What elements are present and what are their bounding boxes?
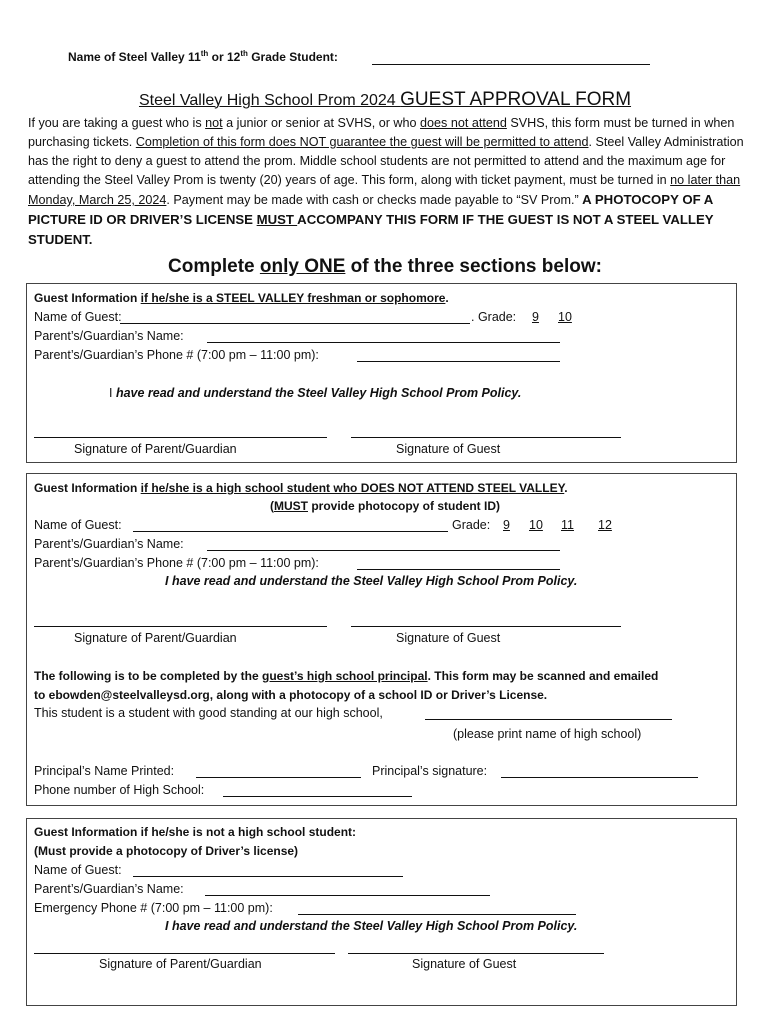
s2-guest-signature-field[interactable] bbox=[351, 626, 621, 627]
principal-signature-field[interactable] bbox=[501, 777, 698, 778]
s2-parent-label: Parent’s/Guardian’s Name: bbox=[34, 537, 184, 551]
s3-parent-signature-field[interactable] bbox=[34, 953, 335, 954]
s1-guest-signature-field[interactable] bbox=[351, 437, 621, 438]
principal-instructions: The following is to be completed by the guest’s high school principal. This form may be scanned and emailed bbox=[34, 669, 659, 683]
s1-policy-statement: I have read and understand the Steel Valley High School Prom Policy. bbox=[109, 386, 522, 400]
s1-grade-label: . Grade: bbox=[471, 310, 517, 324]
high-school-name-field[interactable] bbox=[425, 719, 672, 720]
s1-parent-signature-field[interactable] bbox=[34, 437, 327, 438]
s2-parent-phone-field[interactable] bbox=[357, 569, 560, 570]
principal-signature-label: Principal’s signature: bbox=[372, 764, 488, 778]
page-title: Steel Valley High School Prom 2024 GUEST APPROVAL FORM bbox=[138, 89, 632, 110]
section-3-subheading: (Must provide a photocopy of Driver’s license) bbox=[34, 844, 299, 858]
s3-parent-signature-label: Signature of Parent/Guardian bbox=[99, 957, 262, 971]
hs-phone-field[interactable] bbox=[223, 796, 412, 797]
section-2-heading: Guest Information if he/she is a high school student who DOES NOT ATTEND STEEL VALLEY. bbox=[34, 481, 568, 495]
s1-phone-label: Parent’s/Guardian’s Phone # (7:00 pm – 11:00 pm): bbox=[34, 348, 319, 362]
hs-phone-label: Phone number of High School: bbox=[34, 783, 205, 797]
s3-parent-label: Parent’s/Guardian’s Name: bbox=[34, 882, 184, 896]
principal-instructions-line2: to ebowden@steelvalleysd.org, along with a photocopy of a school ID or Driver’s License. bbox=[34, 688, 548, 702]
student-name-label: Name of Steel Valley 11th or 12th Grade Student: bbox=[68, 49, 338, 64]
instruction-heading: Complete only ONE of the three sections below: bbox=[168, 256, 602, 277]
s1-grade-options[interactable]: 9 10 bbox=[532, 310, 572, 324]
s1-guest-signature-label: Signature of Guest bbox=[396, 442, 501, 456]
s1-parent-phone-field[interactable] bbox=[357, 361, 560, 362]
section-3-heading: Guest Information if he/she is not a high school student: bbox=[34, 825, 357, 839]
s2-parent-signature-field[interactable] bbox=[34, 626, 327, 627]
s2-parent-signature-label: Signature of Parent/Guardian bbox=[74, 631, 237, 645]
section-1-box bbox=[26, 283, 737, 463]
s2-parent-name-field[interactable] bbox=[207, 550, 560, 551]
s2-grade-options[interactable]: 9 10 11 12 bbox=[503, 518, 612, 532]
student-name-field[interactable] bbox=[372, 64, 650, 65]
section-1-heading: Guest Information if he/she is a STEEL VALLEY freshman or sophomore. bbox=[34, 291, 449, 305]
s3-phone-label: Emergency Phone # (7:00 pm – 11:00 pm): bbox=[34, 901, 273, 915]
s3-parent-name-field[interactable] bbox=[205, 895, 490, 896]
principal-name-field[interactable] bbox=[196, 777, 361, 778]
s2-phone-label: Parent’s/Guardian’s Phone # (7:00 pm – 11:00 pm): bbox=[34, 556, 319, 570]
principal-name-label: Principal’s Name Printed: bbox=[34, 764, 175, 778]
s3-policy-statement: I have read and understand the Steel Valley High School Prom Policy. bbox=[165, 919, 578, 933]
s1-name-label: Name of Guest: bbox=[34, 310, 122, 324]
print-hint: (please print name of high school) bbox=[453, 727, 642, 741]
s2-guest-signature-label: Signature of Guest bbox=[396, 631, 501, 645]
s1-parent-label: Parent’s/Guardian’s Name: bbox=[34, 329, 184, 343]
s3-guest-signature-field[interactable] bbox=[348, 953, 604, 954]
s1-parent-signature-label: Signature of Parent/Guardian bbox=[74, 442, 237, 456]
s3-emergency-phone-field[interactable] bbox=[298, 914, 576, 915]
s1-parent-name-field[interactable] bbox=[207, 342, 560, 343]
s2-grade-label: Grade: bbox=[452, 518, 491, 532]
s2-guest-name-field[interactable] bbox=[133, 531, 448, 532]
s3-guest-signature-label: Signature of Guest bbox=[412, 957, 517, 971]
s2-policy-statement: I have read and understand the Steel Valley High School Prom Policy. bbox=[165, 574, 578, 588]
s1-guest-name-field[interactable] bbox=[120, 323, 470, 324]
s2-name-label: Name of Guest: bbox=[34, 518, 122, 532]
s2-standing-label: This student is a student with good standing at our high school, bbox=[34, 706, 383, 720]
section-2-subheading: (MUST provide photocopy of student ID) bbox=[270, 499, 500, 513]
s3-guest-name-field[interactable] bbox=[133, 876, 403, 877]
intro-paragraph: If you are taking a guest who is not a junior or senior at SVHS, or who does not attend SVHS, this form must be turned in when purchasing tickets. Completion of this form does NOT guarantee the guest will be permitted to attend. Steel Valley Administration has the right to deny a guest to attend the prom. Middle school students are not permitted to attend and the maximum age for attending the Steel Valley Prom is twenty (20) years of age. This form, along with ticket payment, must be turned in no later than Monday, March 25, 2024. Payment may be made with cash or checks made payable to “SV Prom.” A PHOTOCOPY OF A PICTURE ID OR DRIVER’S LICENSE MUST ACCOMPANY THIS FORM IF THE GUEST IS NOT A STEEL VALLEY STUDENT. bbox=[28, 116, 744, 247]
s3-name-label: Name of Guest: bbox=[34, 863, 122, 877]
